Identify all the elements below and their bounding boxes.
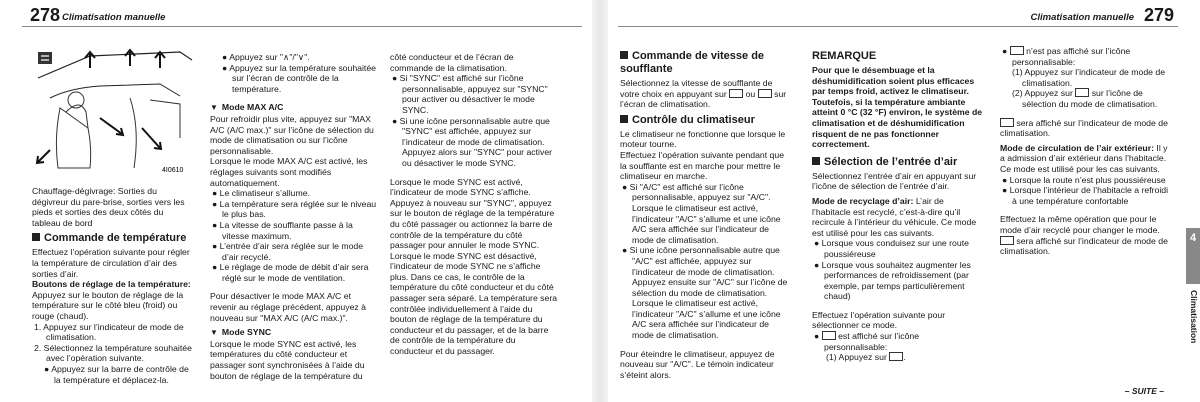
paragraph: Appuyez sur le bouton de réglage de la température sur le côté bleu (froid) ou rouge (chaud).	[32, 289, 184, 321]
recirculation-icon	[1010, 46, 1024, 55]
subheading: Boutons de réglage de la température:	[32, 279, 191, 290]
list-item: ● Lorsque vous souhaitez augmenter les performances de refroidissement (par exemple, par temps particulièrement chaud)	[814, 259, 971, 302]
paragraph: Effectuez l’opération suivante pour régler la température de circulation d’air des sorties d’air.	[32, 247, 190, 279]
square-bullet-icon	[32, 233, 40, 241]
left-page	[0, 0, 592, 402]
right-page	[608, 0, 1200, 402]
step-1: (1) Appuyez sur l’indicateur de mode de climatisation.	[1012, 67, 1166, 88]
list-item: ● La température sera réglée sur le niveau le plus bas.	[212, 198, 377, 220]
page-number: 279	[1143, 5, 1174, 25]
list-item: ● Si "A/C" est affiché sur l’icône personnalisable, appuyez sur "A/C". Lorsque le climatiseur est activé, l’indicateur "A/C" s’allume et une icône A/C sera affichée sur l’indicateur de mode de climatisation.	[622, 181, 781, 245]
recirculation-icon	[1075, 88, 1089, 97]
paragraph: sera affiché sur l’indicateur de mode de climatisation.	[1000, 235, 1168, 257]
square-bullet-icon	[812, 157, 820, 165]
list-item: ● Le réglage de mode de débit d’air sera réglé sur le mode de ventilation.	[212, 262, 369, 283]
figure-code: 4I0610	[162, 167, 184, 174]
outside-air-icon	[1000, 236, 1014, 245]
list-item: ● Si "SYNC" est affiché sur l’icône personnalisable, appuyez sur "SYNC" pour activer ou désactiver le mode SYNC.	[392, 73, 548, 115]
left-col-3	[390, 52, 558, 357]
triangle-bullet-icon: ▼	[210, 328, 218, 338]
page-number: 278	[30, 5, 61, 25]
footer-continued: – SUITE –	[1124, 386, 1164, 396]
paragraph: Sélectionnez la vitesse de soufflante de votre choix en appuyant sur ou sur l’écran de climatisation.	[620, 78, 787, 110]
list-item: ● est affiché sur l’icône personnalisable:	[814, 331, 920, 352]
list-item: ● n’est pas affiché sur l’icône personnalisable:	[1002, 46, 1131, 67]
list-item: ● Le climatiseur s’allume.	[212, 188, 310, 199]
heading-temperature: Commande de température	[32, 232, 194, 245]
book-gutter	[592, 0, 608, 402]
paragraph: Lorsque le mode MAX A/C est activé, les réglages suivants sont modifiés automatiquement.	[210, 156, 368, 188]
heading-air-intake: Sélection de l’entrée d’air	[812, 156, 984, 169]
right-col-1	[620, 46, 792, 380]
list-item: ● Appuyez sur la barre de contrôle de la température et déplacez-la.	[44, 363, 189, 385]
recirculation-icon	[1000, 118, 1014, 127]
right-col-3	[1000, 46, 1170, 257]
list-item: ● Lorsque l’intérieur de l’habitacle a refroidi à une température confortable	[1002, 185, 1169, 206]
triangle-bullet-icon: ▼	[210, 103, 218, 113]
heading-sync: ▼ Mode SYNC	[210, 327, 272, 338]
list-item: ● La vitesse de soufflante passe à la vitesse maximum.	[212, 219, 353, 241]
list-item: ● Appuyez sur la température souhaitée sur l’écran de contrôle de la température.	[222, 62, 376, 94]
recirculation-icon	[822, 331, 836, 340]
chapter-label: Climatisation	[1189, 290, 1199, 344]
heading-ac-control: Contrôle du climatiseur	[620, 114, 792, 127]
remarque-title: REMARQUE	[812, 50, 877, 62]
list-item: ● L’entrée d’air sera réglée sur le mode d’air recyclé.	[212, 241, 364, 262]
paragraph: Lorsque le mode SYNC est activé, les températures du côté conducteur et passager sont synchronisées à l’aide du bouton de réglage de la température du	[210, 338, 365, 381]
paragraph: Pour refroidir plus vite, appuyez sur "MAX A/C (A/C max.)" sur l’icône de sélection du mode de climatisation ou sur l’icône personnalisable.	[210, 113, 374, 156]
paragraph: Mode de recyclage d’air: L’air de l’habitacle est recyclé, c’est-à-dire qu’il recircule à l’intérieur du véhicule. Ce mode est utilisé pour les cas suivants.	[812, 195, 977, 238]
paragraph: sera affiché sur l’indicateur de mode de climatisation.	[1000, 117, 1168, 139]
paragraph: Lorsque le mode SYNC est activé, l’indicateur de mode SYNC s’affiche. Appuyez à nouveau sur "SYNC", appuyez sur le bouton de réglage de la température du côté passager ou actionnez la barre de contrôle de la température du côté passager pour annuler le mode SYNC. Lorsque le mode SYNC est désactivé, l’indicateur de mode SYNC ne s’affiche plus. Dans ce cas, le contrôle de la température du côté conducteur et du côté passager sera séparé. La température sera contrôlée individuellement à l’aide du bouton de réglage de la température du conducteur et du passager, et de la barre de contrôle de la température du conducteur et du passager.	[390, 176, 558, 357]
page-title: Climatisation manuelle	[62, 12, 166, 23]
fan-down-icon	[729, 89, 743, 98]
list-item: ● Lorsque vous conduisez sur une route poussiéreuse	[814, 238, 969, 259]
paragraph: côté conducteur et de l’écran de commande de la climatisation.	[390, 52, 514, 73]
paragraph: Pour désactiver le mode MAX A/C et revenir au réglage précédent, appuyez à nouveau sur "MAX A/C (A/C max.)".	[210, 291, 366, 323]
paragraph: Le climatiseur ne fonctionne que lorsque le moteur tourne.	[620, 128, 786, 150]
figure-caption: Chauffage-dégivrage: Sorties du dégivreur du pare-brise, sorties vers les pieds et sorties des deux côtés du tableau de bord	[32, 186, 185, 228]
page-title: Climatisation manuelle	[1030, 12, 1134, 23]
paragraph: Effectuez l’opération suivante pendant que la soufflante est en marche pour mettre le climatiseur en marche.	[620, 149, 785, 182]
list-item: ● Lorsque la route n’est plus poussiéreuse	[1002, 174, 1166, 185]
left-col-2	[210, 52, 378, 381]
square-bullet-icon	[620, 115, 628, 123]
paragraph: Mode de circulation de l’air extérieur: Il y a admission d’air extérieur dans l’habitacle. Ce mode est utilisé pour les cas suivants.	[1000, 142, 1168, 174]
list-item: ● Si une icône personnalisable autre que "SYNC" est affichée, appuyez sur l’indicateur de mode de climatisation. Appuyez alors sur "SYNC" pour activer ou désactiver le mode SYNC.	[392, 115, 553, 168]
square-bullet-icon	[620, 51, 628, 59]
recirculation-icon	[889, 352, 903, 361]
fan-up-icon	[758, 89, 772, 98]
right-header	[618, 6, 1178, 27]
left-header	[22, 6, 582, 27]
paragraph: Effectuez l’opération suivante pour sélectionner ce mode.	[812, 309, 946, 331]
paragraph: Pour éteindre le climatiseur, appuyez de nouveau sur "A/C". Le témoin indicateur s’éteint alors.	[620, 348, 775, 380]
remarque-text: Pour que le désembuage et la déshumidification soient plus efficaces par temps froid, activez le climatiseur. Toutefois, si la température ambiante atteint 0 °C (32 °F) environ, le système de climatisation et de déshumidification risquent de ne pas fonctionner correctement.	[812, 65, 983, 150]
step-1: 1. Appuyez sur l’indicateur de mode de climatisation.	[34, 321, 184, 343]
step-2: (2) Appuyez sur sur l’icône de sélection du mode de climatisation.	[1012, 88, 1158, 109]
left-col-1	[32, 186, 194, 385]
paragraph: Sélectionnez l’entrée d’air en appuyant sur l’icône de sélection de l’entrée d’air.	[812, 170, 977, 192]
list-item: ● Si une icône personnalisable autre que "A/C" est affichée, appuyez sur l’indicateur de mode de climatisation. Appuyez ensuite sur "A/C" sur l’icône de sélection du mode de climatisation. Lorsque le climatiseur est activé, l’indicateur "A/C" s’allume et une icône A/C sera affichée sur l’indicateur de mode de climatisation.	[622, 245, 788, 341]
step-2: 2. Sélectionnez la température souhaitée avec l’opération suivante.	[34, 342, 192, 364]
right-col-2	[812, 46, 984, 363]
chapter-tab: 4	[1186, 228, 1200, 284]
heading-max-ac: ▼ Mode MAX A/C	[210, 102, 284, 113]
heading-blower: Commande de vitesse de soufflante	[620, 50, 765, 75]
paragraph: Effectuez la même opération que pour le mode d’air recyclé pour changer le mode.	[1000, 214, 1160, 235]
step-1: (1) Appuyez sur .	[826, 352, 906, 363]
airflow-diagram	[30, 38, 194, 176]
list-item: ● Appuyez sur "∧"/"∨".	[222, 52, 310, 62]
